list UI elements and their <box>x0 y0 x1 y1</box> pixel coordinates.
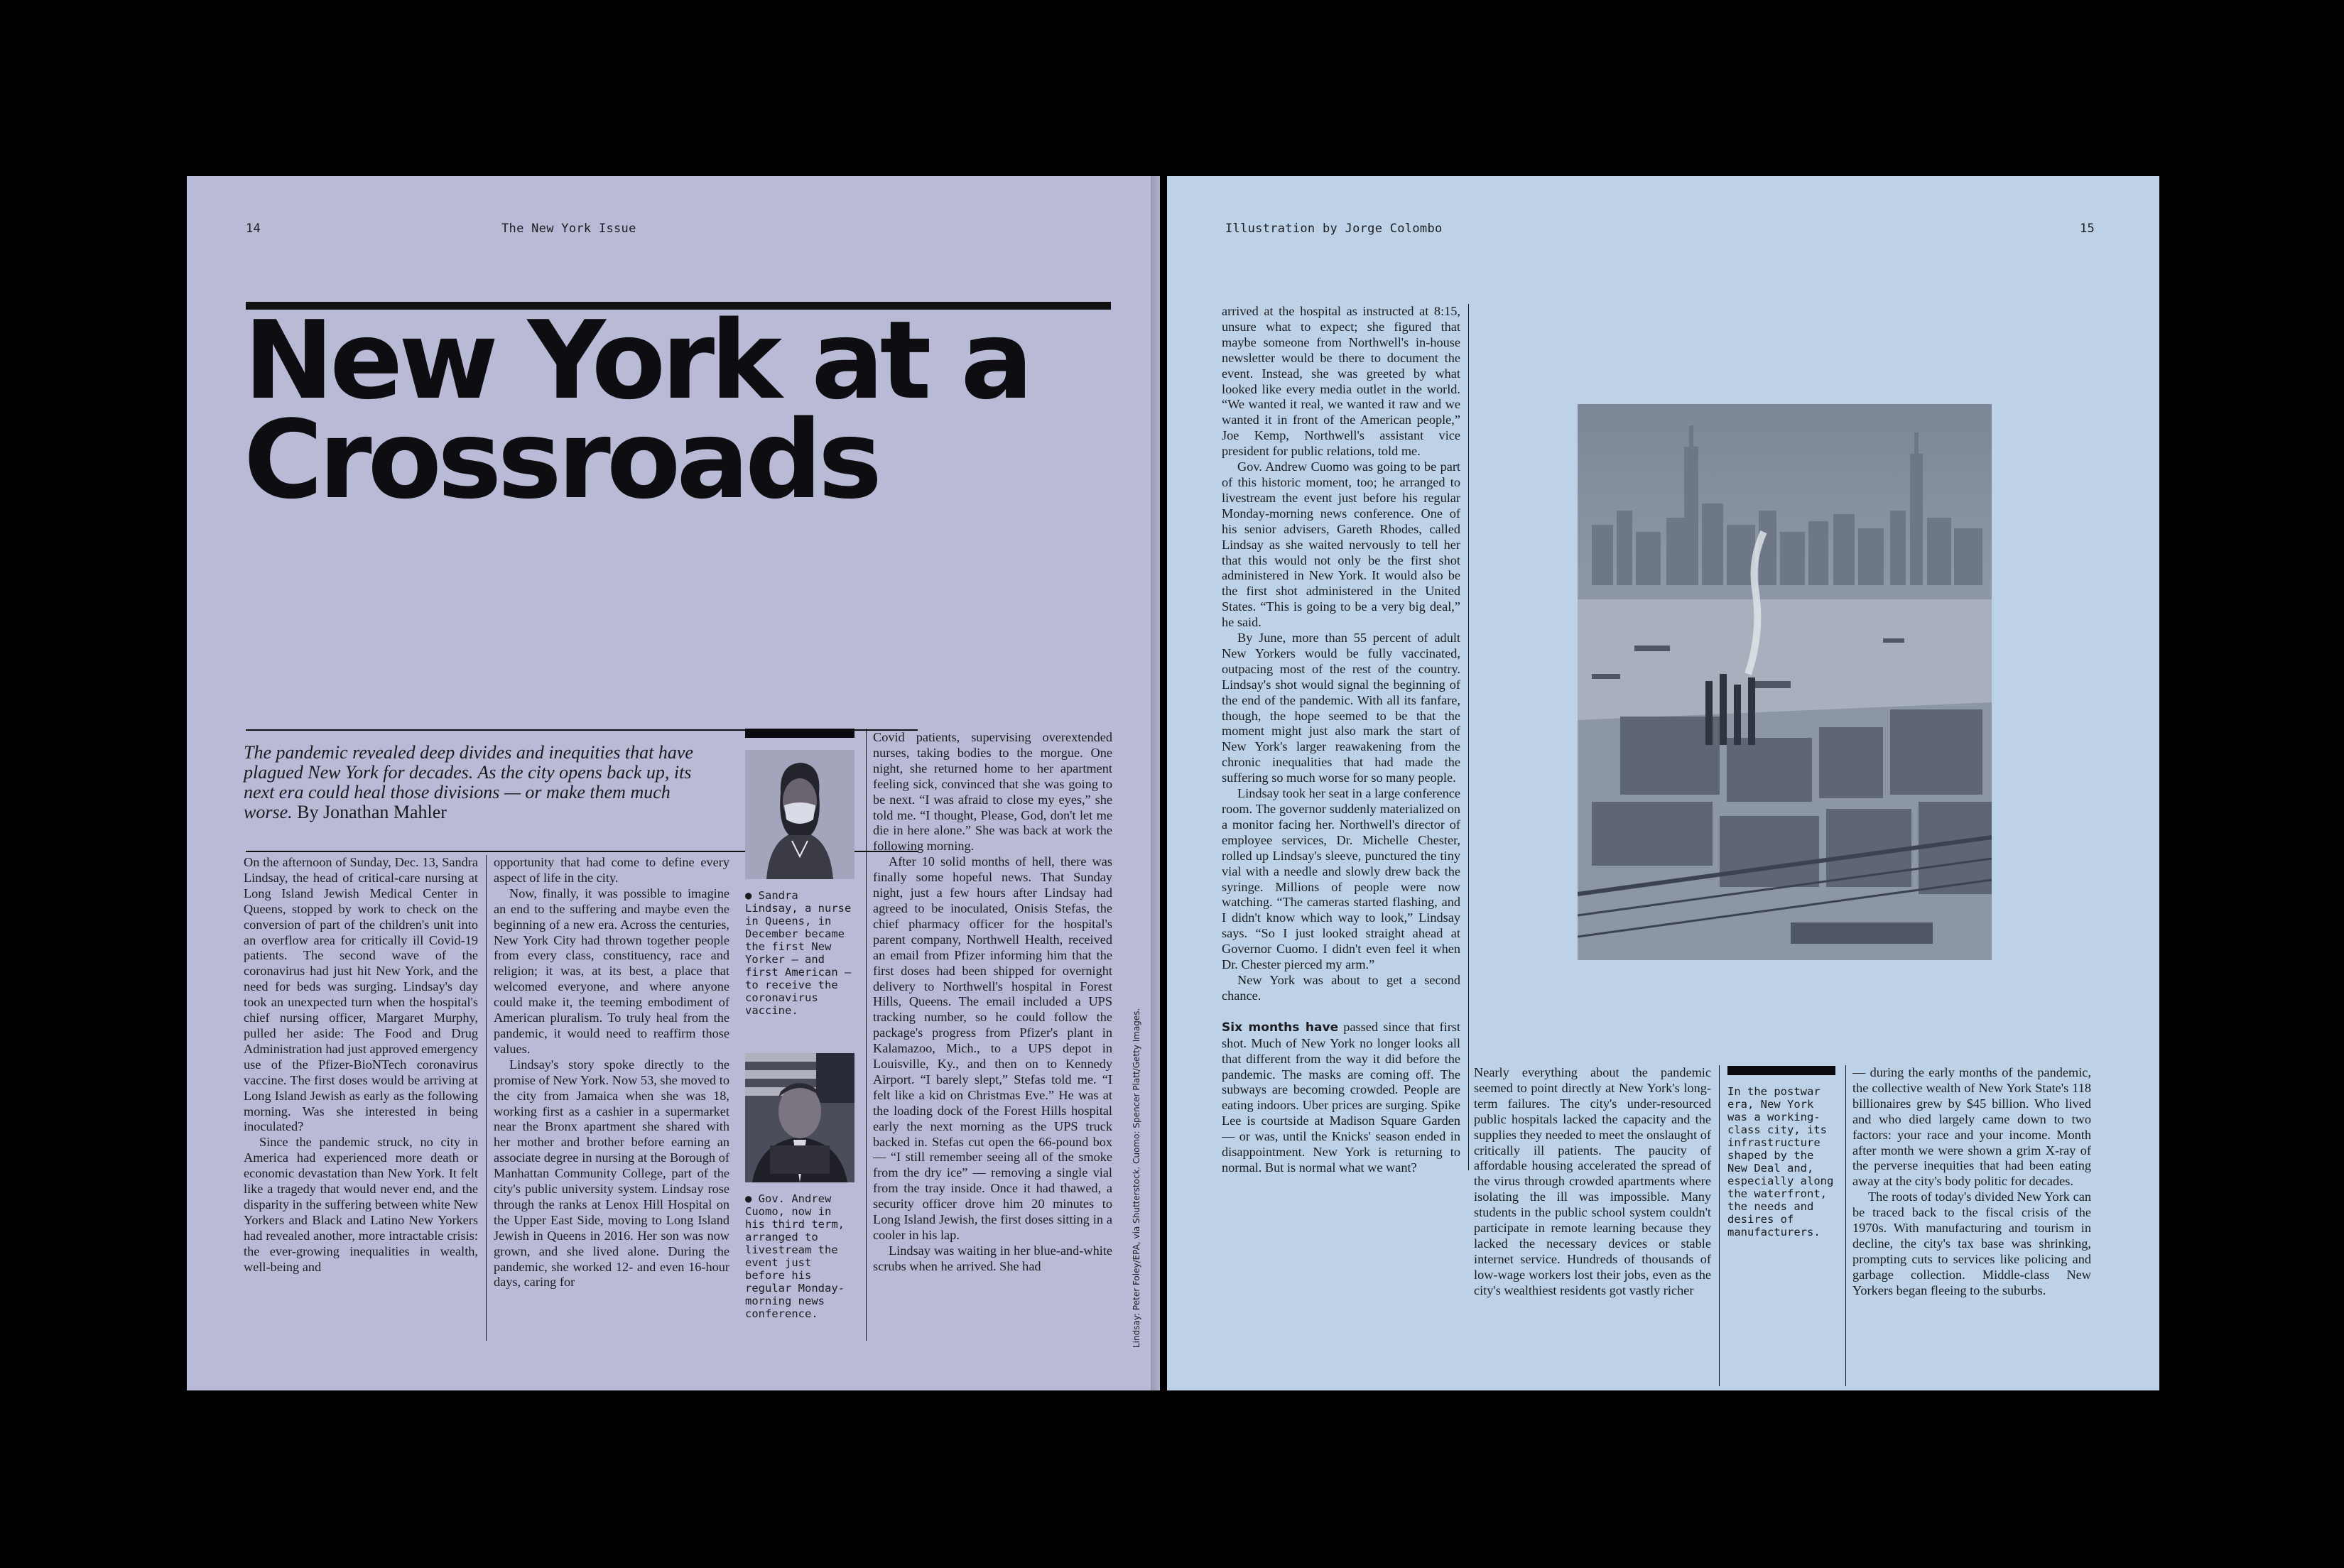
lindsay-photo-image <box>745 750 854 879</box>
paragraph: Since the pandemic struck, no city in America had experienced more death or economic devastation than New York. It felt like a tragedy that would never end, and the disparity in the suffering between white New Yorkers and Black and Latino New Yorkers had revealed another, more intractable crisis: the ever-growing inequalities in wealth, well-being and <box>244 1135 478 1274</box>
city-illustration-image <box>1578 404 1992 960</box>
paragraph: Lindsay was waiting in her blue-and-white scrubs when he arrived. She had <box>873 1243 1112 1273</box>
paragraph: On the afternoon of Sunday, Dec. 13, Sandra Lindsay, the head of critical-care nursing at Long Island Jewish Medical Center in Queens, stopped by work to check on the conversion of part of the children's unit into an overflow area for critically ill Covid-19 patients. The second wave of the coronavirus had just hit New York, and the need for beds was surging. Lindsay's day took an unexpected turn when the hospital's chief nursing officer, Margaret Murphy, pulled her aside: The Food and Drug Administration had just approved emergency use of the Pfizer-BioNTech coronavirus vaccine. The first doses would be arriving at Long Island Jewish as early as the following morning. Was she interested in being inoculated? <box>244 855 478 1134</box>
section-text: passed since that first shot. Much of New York no longer looks all that different from the way it did before the pandemic. The masks are coming off. The subways are becoming crowded. People are eating indoors. Uber prices are surging. Spike Lee is courtside at Madison Square Garden — or was, until the Knicks' season ended in disappointment. New York is returning to normal. But is normal what we want? <box>1222 1019 1460 1175</box>
paragraph: Gov. Andrew Cuomo was going to be part of this historic moment, too; he arranged to livestream the event just before his regular Monday-morning news conference. One of his senior advisers, Gareth Rhodes, called Lindsay as she waited nervously to tell her that this would not only be the first shot administered in New York. It would also be the first shot administered in the United States. “This is going to be a very big deal,” he said. <box>1222 459 1460 630</box>
column-divider <box>1719 1065 1720 1386</box>
body-column-1 <box>244 855 478 1345</box>
photo-credit: Lindsay: Peter Foley/EPA, via Shutterstock. Cuomo: Spencer Platt/Getty Images. <box>1132 1008 1141 1348</box>
lindsay-photo <box>745 750 854 879</box>
headline <box>244 298 1167 523</box>
paragraph: Now, finally, it was possible to imagine an end to the suffering and maybe even the beginning of a new era. Across the centuries, New York City had thrown together people from every class, constituency, race and religion; it was, at its best, a place that welcomed everyone, and where anyone could make it, the teeming embodiment of American pluralism. To truly heal from the pandemic, it would need to reaffirm those values. <box>494 886 729 1056</box>
section-label: The New York Issue <box>501 222 636 236</box>
paragraph: Lindsay's story spoke directly to the promise of New York. Now 53, she moved to the city from Jamaica when she was 18, working first as a cashier in a supermarket near the Bronx apartment she shared with her mother and brother before earning an associate degree in nursing at the Borough of Manhattan Community College, part of the city's public university system. Lindsay rose through the ranks at Lenox Hill Hospital on the Upper East Side, moving to Long Island Jewish in Queens in 2016. Her son was now grown, and she lived alone. During the pandemic, she worked 12- and even 16-hour days, caring for <box>494 1057 729 1290</box>
cuomo-photo <box>745 1053 854 1182</box>
body-column-3 <box>873 730 1112 1345</box>
paragraph: arrived at the hospital as instructed at 8:15, unsure what to expect; she figured that maybe someone from Northwell's in-house newsletter would be there to document the event. Instead, she was greeted by what looked like every media outlet in the world. “We wanted it real, we wanted it raw and we wanted it in front of the American people,” Joe Kemp, Northwell's assistant vice president for public relations, told me. <box>1222 304 1460 459</box>
deck <box>244 743 705 822</box>
illustration-caption: In the postwar era, New York was a working-class city, its infrastructure shaped by the New Deal and, especially along the waterfront, the needs and desires of manufacturers. <box>1727 1085 1834 1238</box>
caption-bar <box>745 729 854 738</box>
paragraph: Nearly everything about the pandemic seemed to point directly at New York's long-term failures. The city's under-resourced public hospitals lacked the capacity and the supplies they needed to meet the onslaught of critically ill patients. The paucity of affordable housing accelerated the spread of the virus through crowded apartments where isolating the ill was impossible. Many students in the public school system couldn't participate in remote learning because they lacked the necessary devices or stable internet service. Hundreds of thousands of low-wage workers lost their jobs, even as the city's wealthiest residents got vastly richer <box>1474 1065 1711 1297</box>
left-page <box>187 176 1160 1390</box>
headline-line-2: Crossroads <box>244 397 879 523</box>
body-column-b <box>1474 1065 1711 1392</box>
deck-text: The pandemic revealed deep divides and inequities that have plagued New York for decades. As the city opens back up, its next era could heal those divisions — or make them much worse. <box>244 742 693 822</box>
paragraph: — during the early months of the pandemic, the collective wealth of New York State's 118 billionaires grew by $45 billion. Who lived and who died largely came down to two factors: your race and your income. Month after month we were shown a grim X-ray of the perverse inequities that had been eating away at the city's body politic for decades. <box>1852 1065 2091 1189</box>
caption-bar <box>1727 1066 1835 1075</box>
paragraph: Covid patients, supervising overextended nurses, taking bodies to the morgue. One night, she returned home to her apartment feeling sick, convinced that she was going to be next. “I was afraid to close my eyes,” she told me. “I thought, Please, God, don't let me die in here alone.” She was back at work the following morning. <box>873 730 1112 854</box>
paragraph: After 10 solid months of hell, there was finally some hopeful news. That Sunday night, just a few hours after Lindsay had agreed to be inoculated, Onisis Stefas, the chief pharmacy officer for the hospital's parent company, Northwell Health, received an email from Pfizer informing him that the first doses had been shipped for overnight delivery to Northwell's hospital in Forest Hills, Queens. The email included a UPS tracking number, so he could follow the package's progress from Pfizer's plant in Kalamazoo, Mich., to a UPS depot in Louisville, Ky., and then on to Kennedy Airport. “I barely slept,” Stefas told me. “I felt like a kid on Christmas Eve.” He was at the loading dock of the Forest Hills hospital early the next morning as the UPS truck backed in. Stefas cut open the 66-pound box — “I still remember seeing all of the smoke from the dry ice” — removing a single vial from the tray inside. Once it had thawed, a security officer drove him 20 minutes to Long Island Jewish, the first doses sitting in a cooler in his lap. <box>873 854 1112 1242</box>
body-column-d <box>1852 1065 2091 1392</box>
column-divider <box>486 855 487 1341</box>
paragraph: opportunity that had come to define every aspect of life in the city. <box>494 855 729 885</box>
section-paragraph <box>1222 1020 1460 1176</box>
page-number-left: 14 <box>246 222 261 236</box>
cuomo-caption: ● Gov. Andrew Cuomo, now in his third term, arranged to livestream the event just before his regular Monday-morning news conference. <box>745 1192 845 1320</box>
headline-line-1: New York at a <box>244 298 1029 423</box>
city-illustration <box>1578 404 1992 960</box>
paragraph: By June, more than 55 percent of adult New Yorkers would be fully vaccinated, outpacing most of the rest of the country. Lindsay's shot would signal the beginning of the end of the pandemic. With all its fanfare, though, the hope seemed to be that the moment might just also mark the start of New York's larger reawakening from the chronic inequalities that had made the suffering so much worse for so many people. <box>1222 631 1460 785</box>
column-divider <box>1468 304 1469 1170</box>
byline: By Jonathan Mahler <box>297 802 447 822</box>
cuomo-photo-image <box>745 1053 854 1182</box>
column-divider <box>1845 1065 1846 1386</box>
page-number-right: 15 <box>2080 222 2095 236</box>
paragraph: New York was about to get a second chance. <box>1222 972 1460 1003</box>
right-page <box>1167 176 2159 1390</box>
lindsay-caption: ● Sandra Lindsay, a nurse in Queens, in December became the first New Yorker — and first American — to receive the coronavirus vaccine. <box>745 889 852 1017</box>
body-column-2 <box>494 855 729 1345</box>
body-column-top <box>1222 304 1460 1224</box>
column-divider <box>866 729 867 1341</box>
section-lead: Six months have <box>1222 1020 1339 1035</box>
paragraph: The roots of today's divided New York can be traced back to the fiscal crisis of the 1970s. With manufacturing and tourism in decline, the city's tax base was shrinking, prompting cuts to services like policing and garbage collection. Middle-class New Yorkers began fleeing to the suburbs. <box>1852 1189 2091 1297</box>
illustration-credit: Illustration by Jorge Colombo <box>1225 222 1443 236</box>
paragraph: Lindsay took her seat in a large conference room. The governor suddenly materialized on a monitor facing her. Northwell's director of employee services, Dr. Michelle Chester, rolled up Lindsay's sleeve, punctured the tiny vial with a needle and slowly drew back the syringe. Millions of people were now watching. “The cameras started flashing, and I didn't know which way to look,” Lindsay says. “So I just looked straight ahead at Governor Cuomo. I didn't even feel it when Dr. Chester pierced my arm.” <box>1222 786 1460 972</box>
